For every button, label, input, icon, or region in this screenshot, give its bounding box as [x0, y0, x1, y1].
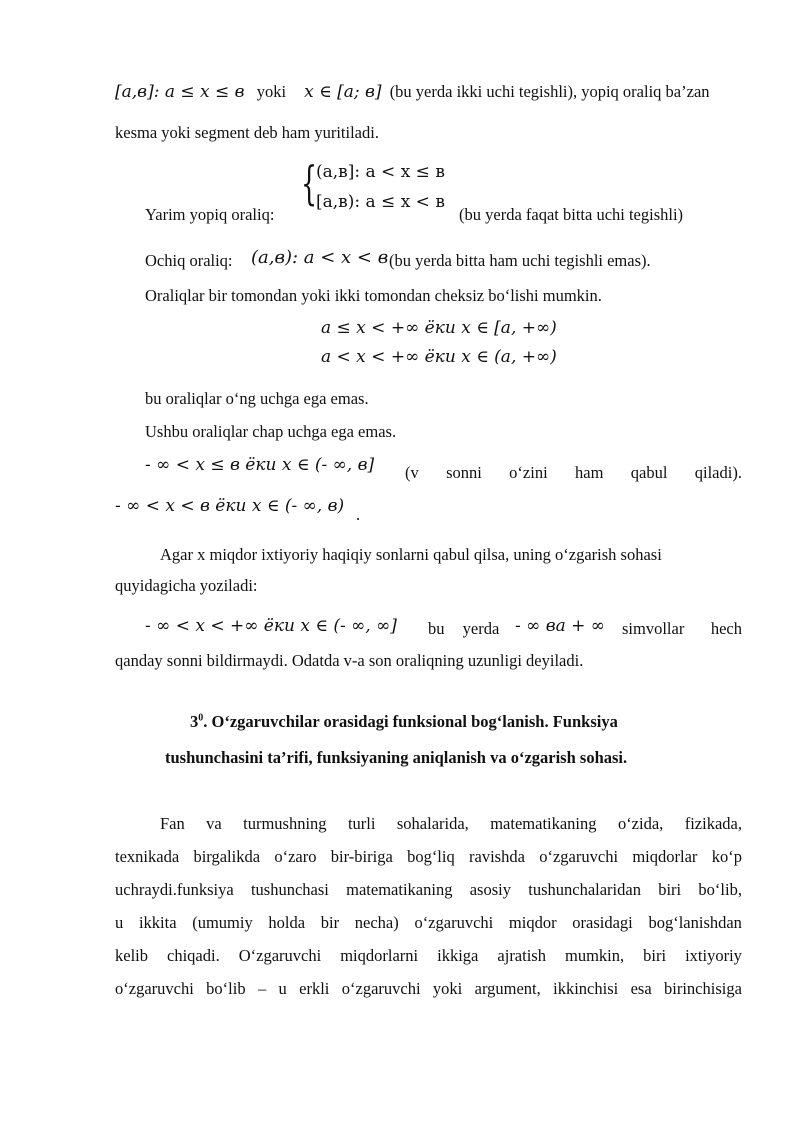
paragraph-word: biri: [658, 880, 682, 899]
paragraph-word: miqdor: [508, 913, 557, 932]
paragraph-word: turmushning: [243, 814, 327, 833]
paragraph-word: o‘zgaruvchi: [414, 913, 494, 932]
paragraph-word: yoki: [432, 979, 463, 998]
infinity-symbols-formula: - ∞ ва + ∞: [515, 616, 605, 636]
paragraph-word: kelib: [115, 946, 148, 965]
paragraph-word: bog‘liq: [407, 847, 455, 866]
paragraph-word: o‘zgaruvchi: [539, 847, 619, 866]
open-interval-formula: (a,в): a < x < в: [251, 247, 389, 268]
half-open-note: (bu yerda faqat bitta uchi tegishli): [459, 205, 684, 224]
paragraph-word: sohalarida,: [396, 814, 469, 833]
note-word: qiladi).: [694, 463, 742, 482]
left-unbounded-open-formula: - ∞ < x < в ёки x ∈ (- ∞, в): [115, 496, 345, 516]
paragraph-line: [115, 913, 742, 933]
closed-interval-line-2: kesma yoki segment deb ham yuritiladi.: [115, 123, 379, 142]
paragraph-word: esa: [630, 979, 652, 998]
paragraph-word: ikkinchisi: [553, 979, 619, 998]
half-open-top-formula: (a,в]: a < x ≤ в: [316, 162, 445, 182]
paragraph-word: tushunchalaridan: [528, 880, 641, 899]
paragraph-word: o‘zida,: [617, 814, 664, 833]
note-word: o‘zini: [509, 463, 548, 482]
paragraph-word: holda: [268, 913, 306, 932]
section-heading-line-2: tushunchasini ta’rifi, funksiyaning aniqlanish va o‘zgarish sohasi.: [165, 748, 628, 767]
paragraph-word: bir-biriga: [330, 847, 393, 866]
paragraph-word: o‘zgaruvchi: [341, 979, 421, 998]
section-number-degree: 0: [198, 712, 204, 724]
paragraph-line: [115, 880, 742, 900]
paragraph-word: bo‘lib: [206, 979, 246, 998]
paragraph-word: u: [278, 979, 287, 998]
paragraph-word: texnikada: [115, 847, 180, 866]
left-unbounded-closed-formula: - ∞ < x ≤ в ёки x ∈ (- ∞, в]: [145, 455, 375, 475]
section-number: 3: [190, 712, 199, 731]
paragraph-word: miqdorlarni: [340, 946, 419, 965]
paragraph-word: –: [257, 979, 267, 998]
note-word: (v: [405, 463, 419, 482]
paragraph-word: bog‘lanishdan: [648, 913, 742, 932]
paragraph-word: matematikaning: [490, 814, 597, 833]
closed-interval-formula: [a,в]: a ≤ x ≤ в: [115, 82, 245, 102]
paragraph-word: o‘zaro: [274, 847, 317, 866]
formula-dot: .: [356, 505, 361, 524]
left-unbounded-note: Ushbu oraliqlar chap uchga ega emas.: [145, 422, 397, 441]
word: simvollar: [622, 619, 685, 638]
paragraph-word: matematikaning: [346, 880, 453, 899]
closed-interval-line: [115, 82, 742, 102]
paragraph-word: tushunchasi: [250, 880, 329, 899]
paragraph-word: birgalikda: [193, 847, 261, 866]
paragraph-word: O‘zgaruvchi: [238, 946, 322, 965]
paragraph-line: [115, 979, 742, 999]
unbounded-intro: Oraliqlar bir tomondan yoki ikki tomondan cheksiz bo‘lishi mumkin.: [145, 286, 602, 305]
paragraph-word: miqdorlar: [632, 847, 698, 866]
paragraph-line: [115, 847, 742, 867]
right-unbounded-note: bu oraliqlar o‘ng uchga ega emas.: [145, 389, 369, 408]
paragraph-word: ikkita: [138, 913, 177, 932]
closed-interval-note: (bu yerda ikki uchi tegishli), yopiq oraliq ba’zan: [389, 82, 710, 101]
simvollar-hech-words: [622, 619, 742, 639]
paragraph-word: birinchisiga: [664, 979, 742, 998]
paragraph-word: ixtiyoriy: [685, 946, 742, 965]
paragraph-word: bir: [320, 913, 340, 932]
paragraph-word: erkli: [299, 979, 330, 998]
paragraph-word: mumkin,: [565, 946, 625, 965]
paragraph-word: o‘zgaruvchi: [115, 979, 194, 998]
whole-line-text: Agar x miqdor ixtiyoriy haqiqiy sonlarni qabul qilsa, uning o‘zgarish sohasi: [160, 545, 662, 564]
whole-line-sentence-1: [160, 545, 662, 565]
paragraph-word: ikkiga: [437, 946, 479, 965]
paragraph-word: bo‘lib,: [698, 880, 742, 899]
note-word: ham: [575, 463, 604, 482]
word: yerda: [462, 619, 500, 638]
paragraph-word: ravishda: [469, 847, 525, 866]
paragraph-word: turli: [347, 814, 376, 833]
word: hech: [710, 619, 742, 638]
paragraph-word: chiqadi.: [167, 946, 220, 965]
paragraph-word: argument,: [474, 979, 541, 998]
interval-length-sentence: qanday sonni bildirmaydi. Odatda v-a son oraliqning uzunligi deyiladi.: [115, 651, 584, 670]
paragraph-word: (umumiy: [192, 913, 253, 932]
section-heading-text-1: . O‘zgaruvchilar orasidagi funksional bog‘lanish. Funksiya: [203, 712, 618, 731]
paragraph-word: ajratish: [497, 946, 546, 965]
system-brace: {: [301, 156, 318, 210]
paragraph-word: asosiy: [469, 880, 511, 899]
whole-line-formula: - ∞ < x < +∞ ёки x ∈ (- ∞, ∞]: [145, 616, 397, 636]
unbounded-right-open-formula: a < x < +∞ ёки x ∈ (a, +∞): [321, 347, 557, 367]
note-word: qabul: [630, 463, 668, 482]
word-yoki: yoki: [256, 82, 287, 101]
open-interval-label: Ochiq oraliq:: [145, 251, 233, 270]
paragraph-word: va: [206, 814, 222, 833]
paragraph-word: orasidagi: [572, 913, 633, 932]
open-interval-note: (bu yerda bitta ham uchi tegishli emas).: [389, 251, 651, 270]
half-open-bottom-formula: [a,в): a ≤ x < в: [316, 192, 445, 212]
whole-line-sentence-2: quyidagicha yoziladi:: [115, 576, 258, 595]
note-word: sonni: [446, 463, 482, 482]
closed-interval-set-formula: x ∈ [a; в]: [304, 82, 382, 102]
unbounded-right-closed-formula: a ≤ x < +∞ ёки x ∈ [a, +∞): [321, 318, 557, 338]
paragraph-word: ko‘p: [711, 847, 742, 866]
paragraph-line: [160, 814, 742, 834]
half-open-label: Yarim yopiq oraliq:: [145, 205, 275, 224]
paragraph-line: [115, 946, 742, 966]
paragraph-word: u: [115, 913, 124, 932]
word: bu: [428, 619, 445, 638]
bu-yerda-words: [428, 619, 499, 639]
paragraph-word: Fan: [160, 814, 185, 833]
paragraph-word: uchraydi.funksiya: [115, 880, 234, 899]
paragraph-word: biri: [643, 946, 667, 965]
left-unbounded-note-words: [405, 463, 742, 483]
paragraph-word: fizikada,: [684, 814, 742, 833]
paragraph-word: necha): [354, 913, 399, 932]
section-heading-line-1: [190, 712, 618, 732]
